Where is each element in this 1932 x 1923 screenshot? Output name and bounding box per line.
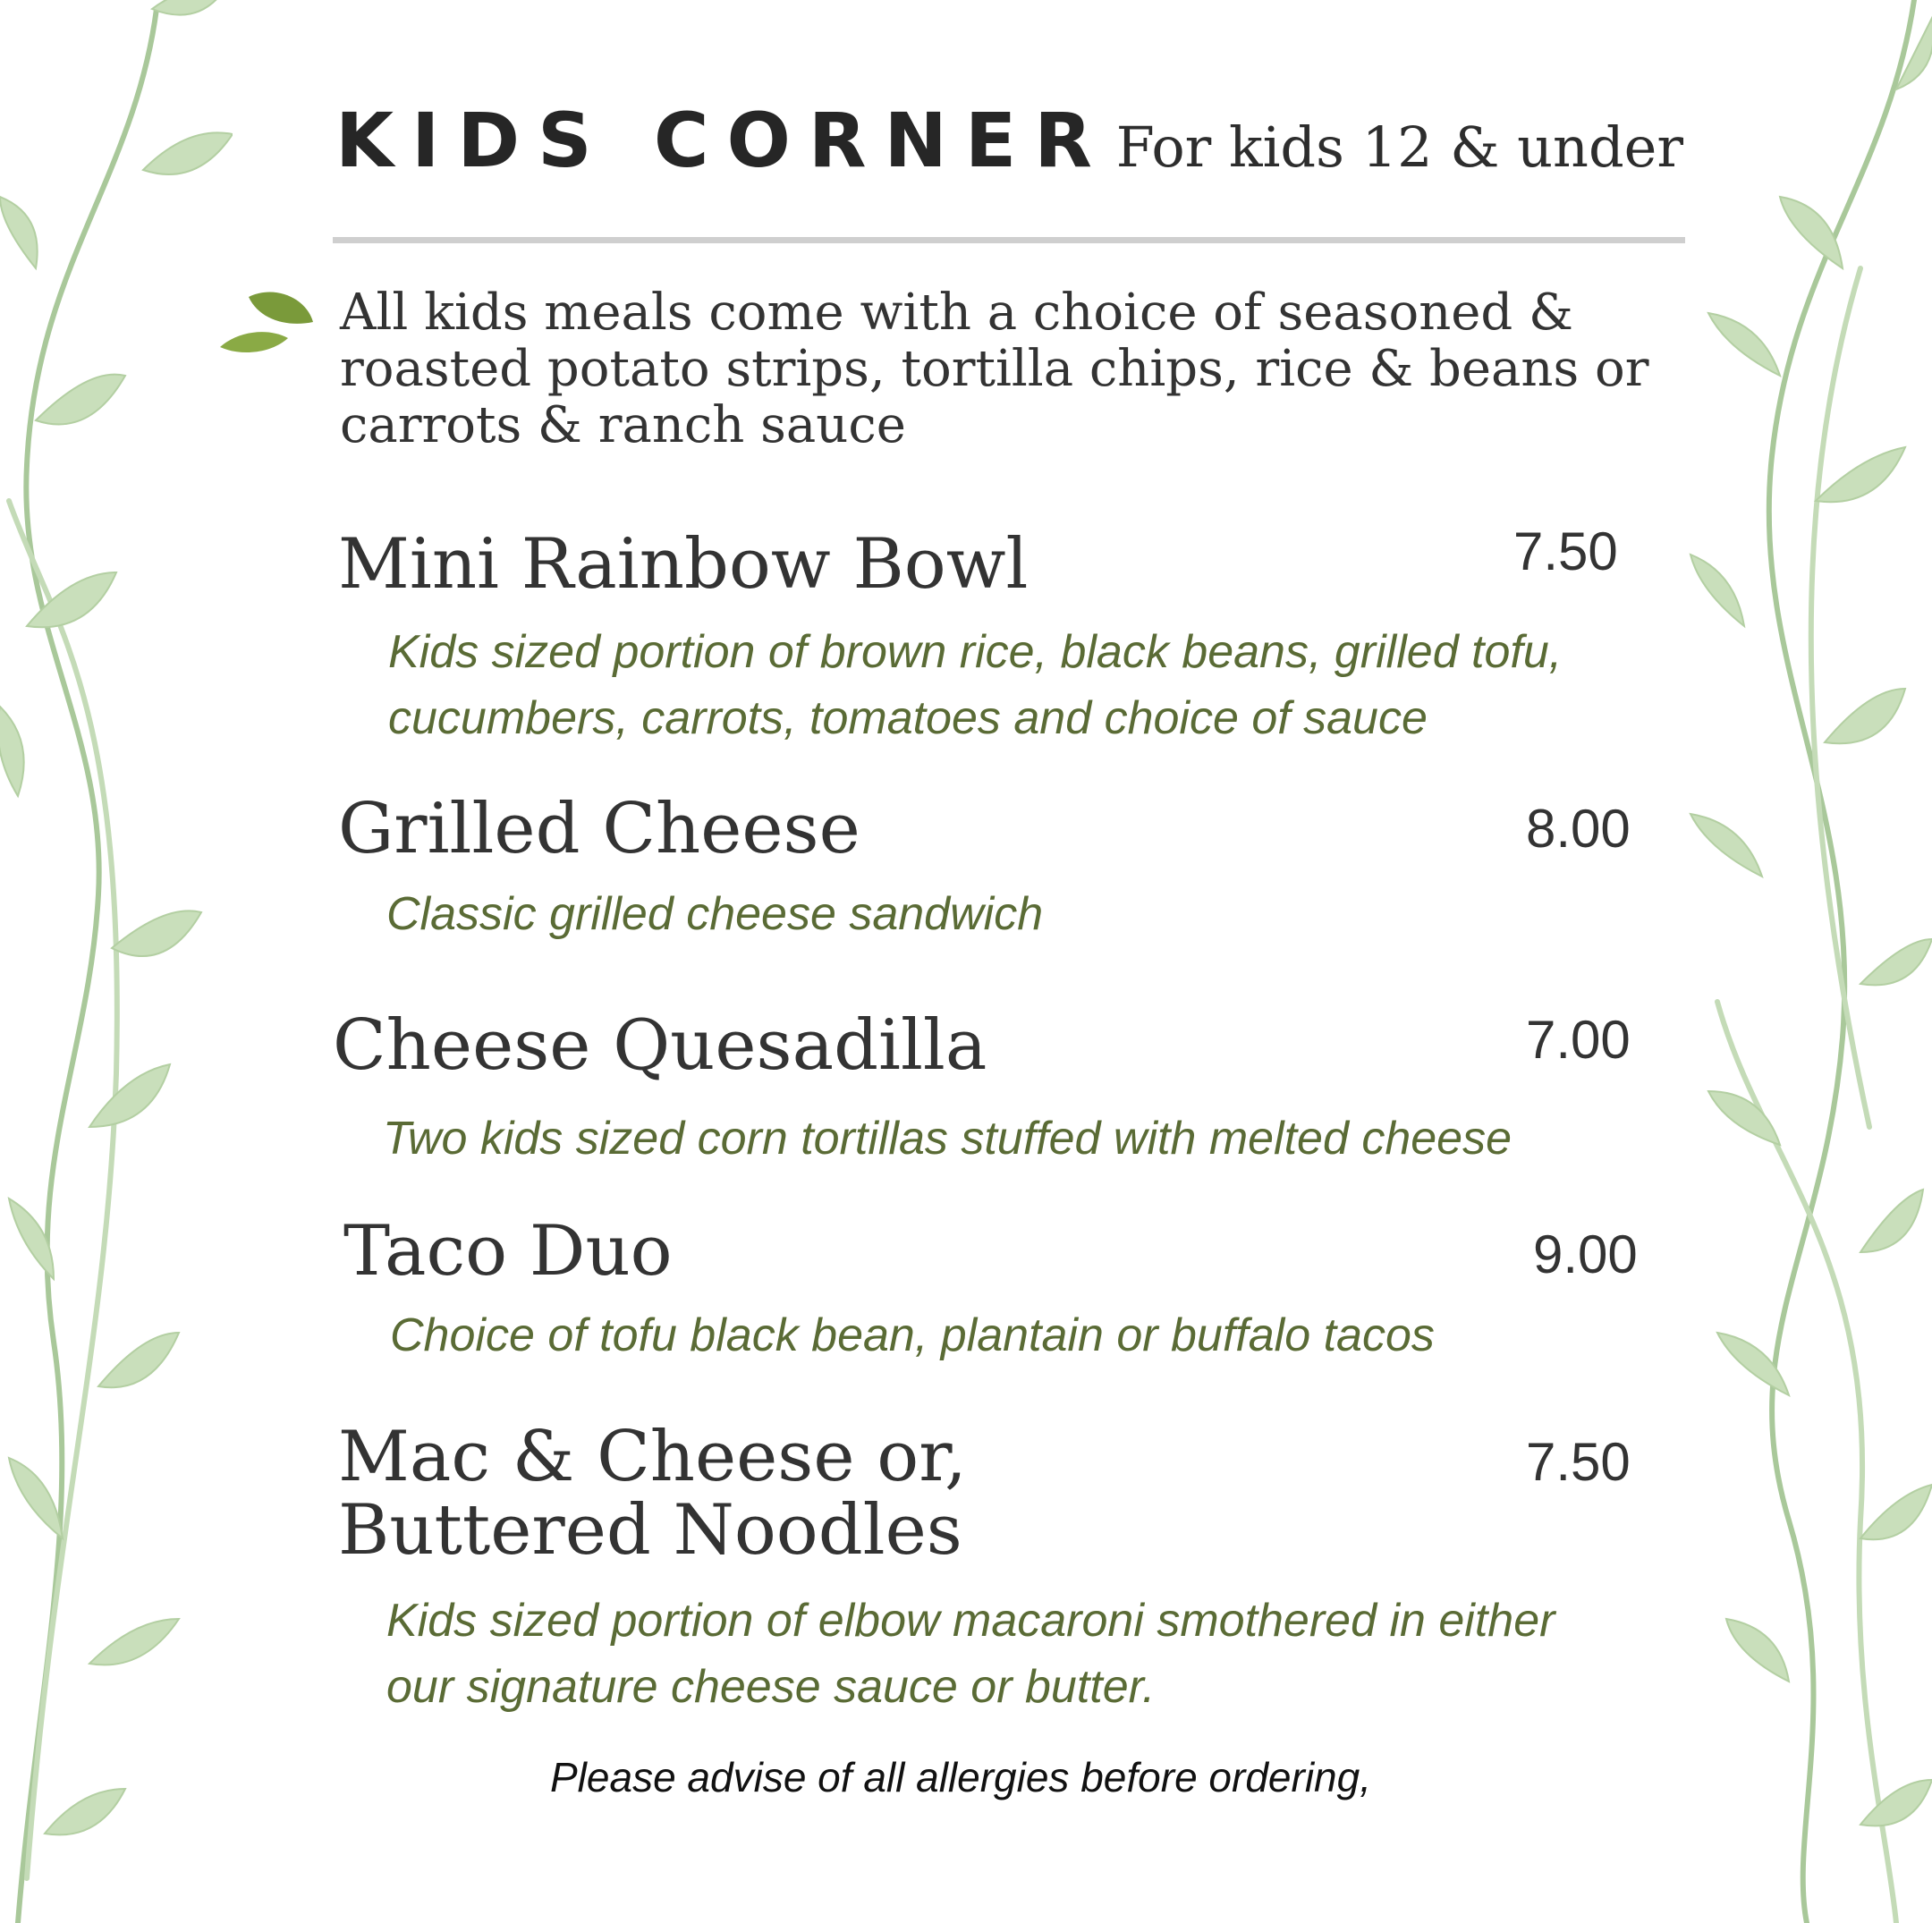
divider bbox=[333, 237, 1685, 243]
item-name-mini-rainbow-bowl: Mini Rainbow Bowl bbox=[338, 524, 1029, 605]
item-price: 7.00 bbox=[1526, 1010, 1631, 1070]
item-description: Classic grilled cheese sandwich bbox=[386, 888, 1044, 940]
left-vine-decoration bbox=[0, 0, 233, 1923]
item-name-cheese-quesadilla: Cheese Quesadilla bbox=[333, 1005, 987, 1086]
item-price: 8.00 bbox=[1526, 799, 1631, 859]
item-name-grilled-cheese: Grilled Cheese bbox=[338, 789, 860, 869]
page-title: KIDS CORNER bbox=[335, 97, 1110, 184]
item-description: Choice of tofu black bean, plantain or buffalo tacos bbox=[390, 1309, 1435, 1361]
item-name-taco-duo: Taco Duo bbox=[343, 1211, 673, 1292]
leaf-bullet-icon bbox=[220, 288, 313, 360]
item-description: Kids sized portion of brown rice, black beans, grilled tofu, cucumbers, carrots, tomatoes and choice of sauce bbox=[388, 626, 1563, 744]
item-price: 7.50 bbox=[1513, 521, 1618, 581]
age-note: For kids 12 & under bbox=[1115, 114, 1683, 180]
item-description: Kids sized portion of elbow macaroni smothered in either our signature cheese sauce or butter. bbox=[386, 1595, 1555, 1713]
item-price: 7.50 bbox=[1526, 1432, 1631, 1492]
right-vine-decoration bbox=[1682, 0, 1932, 1923]
item-price: 9.00 bbox=[1533, 1224, 1638, 1284]
allergy-notice: Please advise of all allergies before ordering, bbox=[550, 1754, 1371, 1800]
item-name-mac-and-cheese: Mac & Cheese or, Buttered Noodles bbox=[338, 1417, 967, 1571]
sides-intro: All kids meals come with a choice of seasoned & roasted potato strips, tortilla chips, rice & beans or carrots & ranch sauce bbox=[340, 284, 1649, 454]
item-description: Two kids sized corn tortillas stuffed with melted cheese bbox=[383, 1113, 1513, 1165]
